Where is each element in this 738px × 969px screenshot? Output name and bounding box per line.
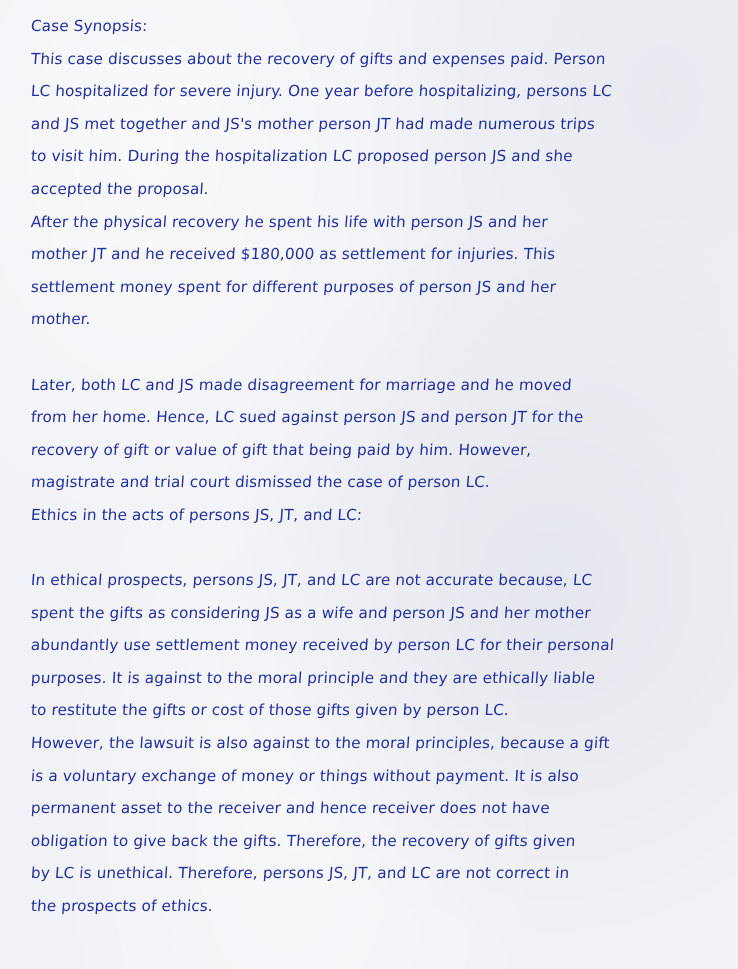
blank-line: [30, 532, 723, 565]
text-line: abundantly use settlement money received by person LC for their personal: [30, 636, 615, 655]
text-line: After the physical recovery he spent his life with person JS and her: [30, 212, 549, 231]
blank-line: [30, 336, 723, 369]
text-line: permanent asset to the receiver and hence receiver does not have: [30, 799, 551, 818]
text-line: mother JT and he received $180,000 as settlement for injuries. This: [30, 245, 556, 264]
text-line: settlement money spent for different purposes of person JS and her: [30, 277, 557, 296]
text-line: to visit him. During the hospitalization LC proposed person JS and she: [30, 147, 574, 166]
text-line: Later, both LC and JS made disagreement for marriage and he moved: [30, 375, 573, 394]
text-line: recovery of gift or value of gift that being paid by him. However,: [30, 440, 533, 459]
text-line: purposes. It is against to the moral principle and they are ethically liable: [30, 668, 596, 687]
text-line: magistrate and trial court dismissed the case of person LC.: [30, 473, 491, 492]
section-heading-ethics: Ethics in the acts of persons JS, JT, and LC:: [30, 505, 363, 524]
text-line: LC hospitalized for severe injury. One year before hospitalizing, persons LC: [30, 82, 613, 101]
text-line: mother.: [30, 310, 92, 329]
text-line: This case discusses about the recovery of gifts and expenses paid. Person: [30, 49, 607, 68]
text-line: the prospects of ethics.: [30, 897, 214, 916]
text-line: In ethical prospects, persons JS, JT, and LC are not accurate because, LC: [30, 571, 593, 590]
text-line: However, the lawsuit is also against to the moral principles, because a gift: [30, 734, 611, 753]
text-line: spent the gifts as considering JS as a wife and person JS and her mother: [30, 603, 592, 622]
section-heading-case-synopsis: Case Synopsis:: [30, 17, 149, 35]
text-line: and JS met together and JS's mother person JT had made numerous trips: [30, 114, 596, 133]
text-line: obligation to give back the gifts. Therefore, the recovery of gifts given: [30, 831, 577, 850]
text-line: accepted the proposal.: [30, 179, 210, 198]
text-line: by LC is unethical. Therefore, persons JS, JT, and LC are not correct in: [30, 864, 570, 883]
text-line: from her home. Hence, LC sued against person JS and person JT for the: [30, 408, 585, 427]
text-line: to restitute the gifts or cost of those gifts given by person LC.: [30, 701, 510, 720]
text-line: is a voluntary exchange of money or things without payment. It is also: [30, 766, 580, 785]
